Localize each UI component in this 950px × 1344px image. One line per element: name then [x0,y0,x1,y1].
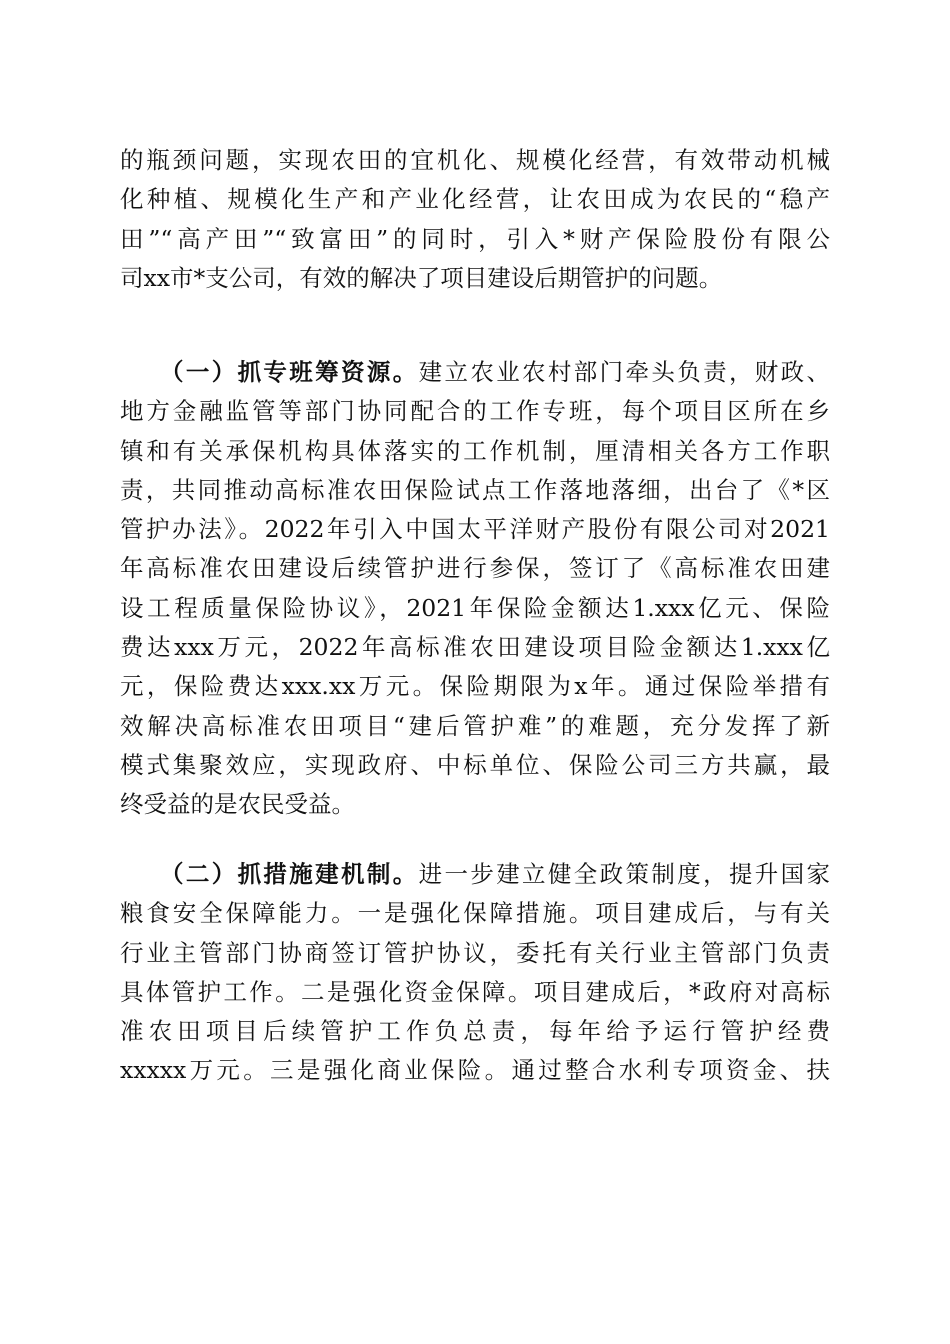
text-line: 行业主管部门协商签订管护协议，委托有关行业主管部门负责 [120,938,830,967]
text-line: 镇和有关承保机构具体落实的工作机制，厘清相关各方工作职 [120,436,830,465]
text-line-first [120,353,830,392]
text-line: 的瓶颈问题，实现农田的宜机化、规模化经营，有效带动机械 [120,146,830,174]
text-line: 管护办法》。2022年引入中国太平洋财产股份有限公司对2021 [120,515,830,544]
paragraph-continued [120,141,830,298]
text-line: 终受益的是农民受益。 [120,790,355,819]
text-line: 司xx市*支公司，有效的解决了项目建设后期管护的问题。 [120,263,723,292]
paragraph-one [120,353,830,825]
text-line: 设工程质量保险协议》，2021年保险金额达1.xxx亿元、保险 [120,593,830,622]
text-line: 粮食安全保障能力。一是强化保障措施。项目建成后，与有关 [120,899,830,928]
text-line-first [120,855,830,894]
text-line: 地方金融监管等部门协同配合的工作专班，每个项目区所在乡 [120,397,830,426]
text-line: 田”“高产田”“致富田”的同时，引入*财产保险股份有限公 [120,224,830,253]
text-line: 模式集聚效应，实现政府、中标单位、保险公司三方共赢，最 [120,750,830,779]
text-line: 具体管护工作。二是强化资金保障。项目建成后，*政府对高标 [120,977,830,1006]
text-line: 效解决高标准农田项目“建后管护难”的难题，充分发挥了新 [120,711,830,740]
text-line: xxxxx万元。三是强化商业保险。通过整合水利专项资金、扶 [120,1056,830,1085]
text-line: 年高标准农田建设后续管护进行参保，签订了《高标准农田建 [120,554,830,583]
text-fragment: 建立农业农村部门牵头负责，财政、 [418,358,831,386]
text-fragment: 进一步建立健全政策制度，提升国家 [418,860,831,888]
text-line: 准农田项目后续管护工作负总责，每年给予运行管护经费 [120,1017,830,1046]
text-line: 费达xxx万元，2022年高标准农田建设项目险金额达1.xxx亿 [120,633,830,662]
section-heading-one: （一）抓专班筹资源。 [171,358,419,386]
paragraph-two [120,855,830,1091]
text-line: 化种植、规模化生产和产业化经营，让农田成为农民的“稳产 [120,185,830,214]
text-line: 元，保险费达xxx.xx万元。保险期限为x年。通过保险举措有 [120,672,830,701]
text-line: 责，共同推动高标准农田保险试点工作落地落细，出台了《*区 [120,475,830,504]
section-heading-two: （二）抓措施建机制。 [171,860,419,888]
